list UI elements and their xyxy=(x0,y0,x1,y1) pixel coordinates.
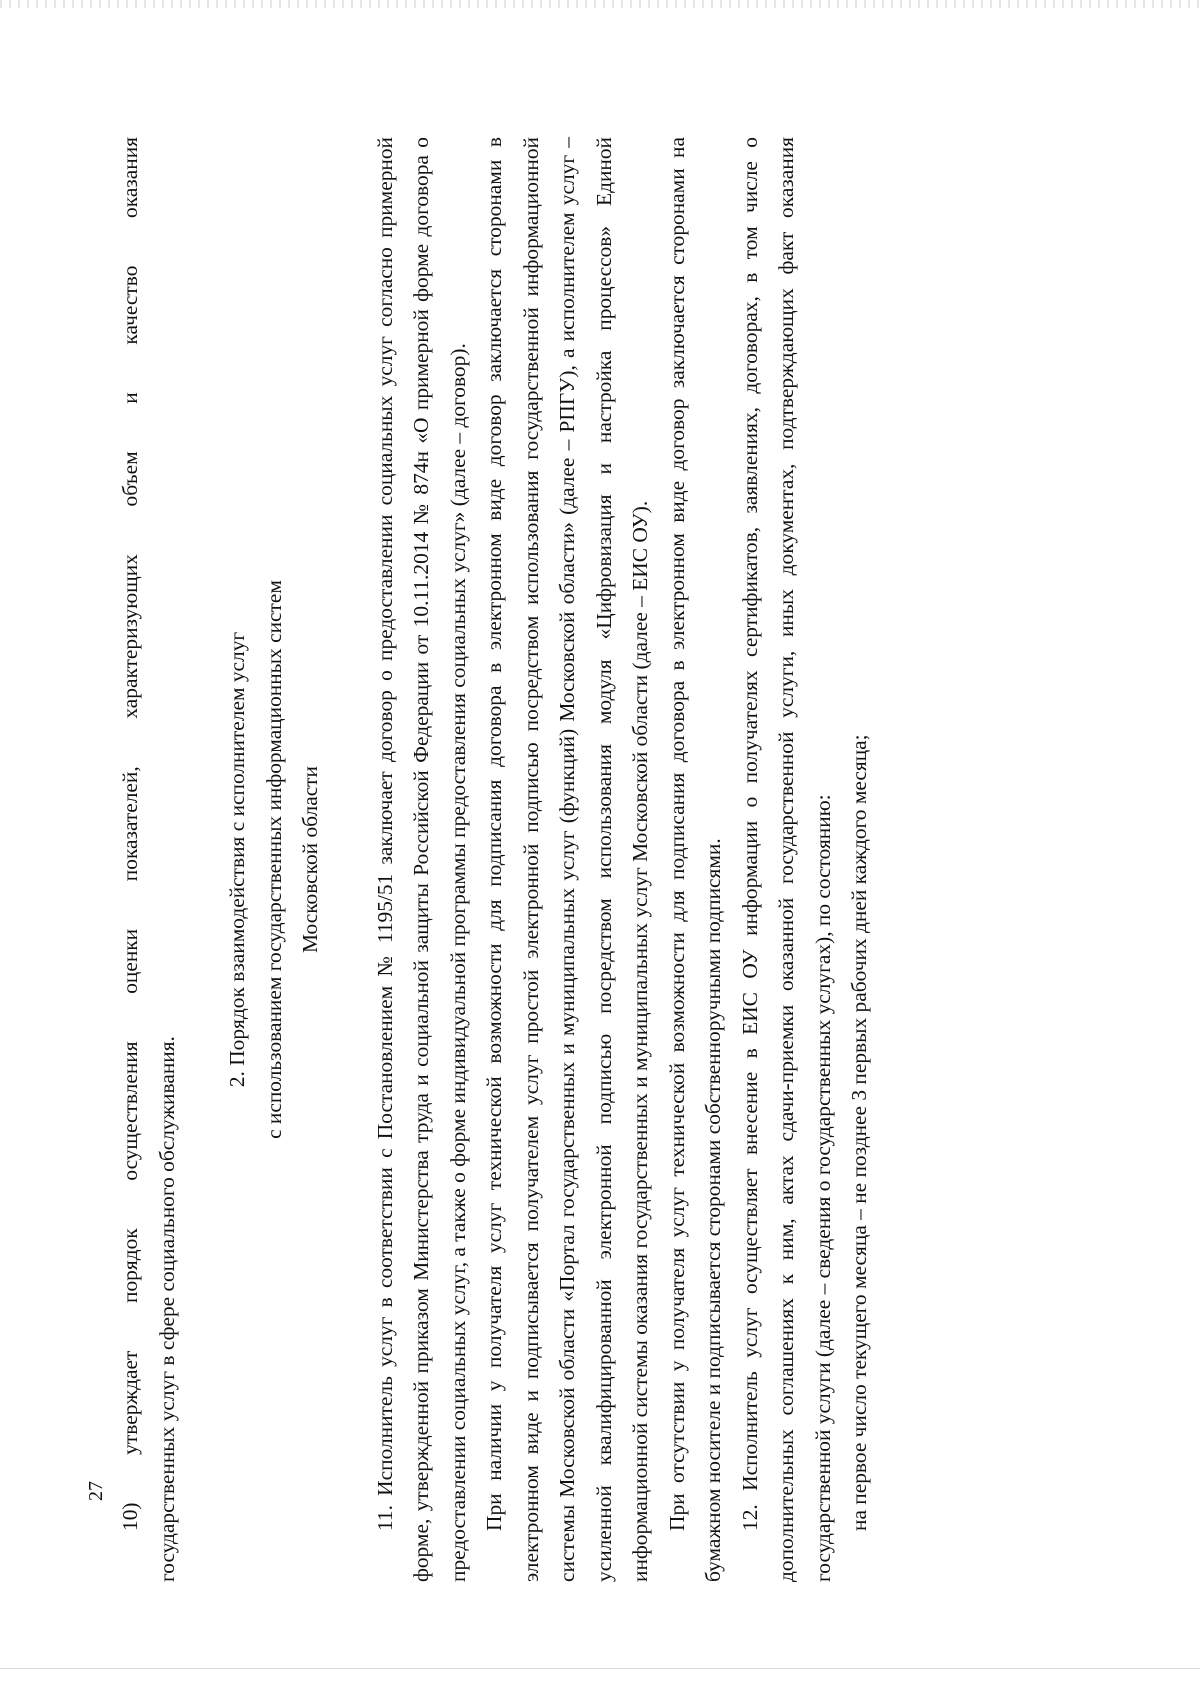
scan-edge xyxy=(0,1668,1200,1669)
paragraph-12: 12. Исполнитель услуг осуществляет внесение в ЕИС ОУ информации о получателях сертификатов, заявлениях, договорах, в том числе о дополнительных соглашениях к ним, актах сдачи-приемки оказанной государственной услуги, иных документах, подтверждающих факт оказания государственной услуги (далее – сведения о государственных услугах), по состоянию: xyxy=(737,137,835,1582)
paragraph-electronic-signing: При наличии у получателя услуг технической возможности для подписания договора в электронном виде договор заключается сторонами в электронном виде и подписывается получателем услуг простой электронной подписью посредством использования государственной информационной системы Московской области «Портал государственных и муниципальных услуг (функций) Московской области» (далее – РПГУ), а исполнителем услуг – усиленной квалифицированной электронной подписью посредством использования модуля «Цифровизация и настройка процессов» Единой информационной системы оказания государственных и муниципальных услуг Московской области (далее – ЕИС ОУ). xyxy=(482,137,652,1582)
intro-line-1: 10) утверждает порядок осуществления оценки показателей, характеризующих объем и качество оказания xyxy=(118,137,142,1531)
intro-line-2: государственных услуг в сфере социального обслуживания. xyxy=(154,1036,179,1582)
heading-line-3: Московской области xyxy=(298,766,322,953)
page-number: 27 xyxy=(85,1481,107,1501)
scan-artifact xyxy=(0,0,1200,8)
paragraph-paper-signing: При отсутствии у получателя услуг технической возможности для подписания договора в электронном виде договор заключается сторонами на бумажном носителе и подписывается сторонами собственноручными подписями. xyxy=(664,137,725,1582)
paragraph-11: 11. Исполнитель услуг в соответствии с Постановлением № 1195/51 заключает договор о предоставлении социальных услуг согласно примерной форме, утвержденной приказом Министерства труда и социальной защиты Российской Федерации от 10.11.2014 № 874н «О примерной форме договора о предоставлении социальных услуг, а также о форме индивидуальной программы предоставления социальных услуг» (далее – договор). xyxy=(372,137,470,1582)
paragraph-first-day: на первое число текущего месяца – не позднее 3 первых рабочих дней каждого месяца; xyxy=(847,734,871,1531)
heading-line-2: с использованием государственных информационных систем xyxy=(261,580,286,1139)
heading-line-1: 2. Порядок взаимодействия с исполнителем услуг xyxy=(225,631,249,1088)
document-body xyxy=(112,137,878,1582)
section-heading xyxy=(219,137,329,1582)
